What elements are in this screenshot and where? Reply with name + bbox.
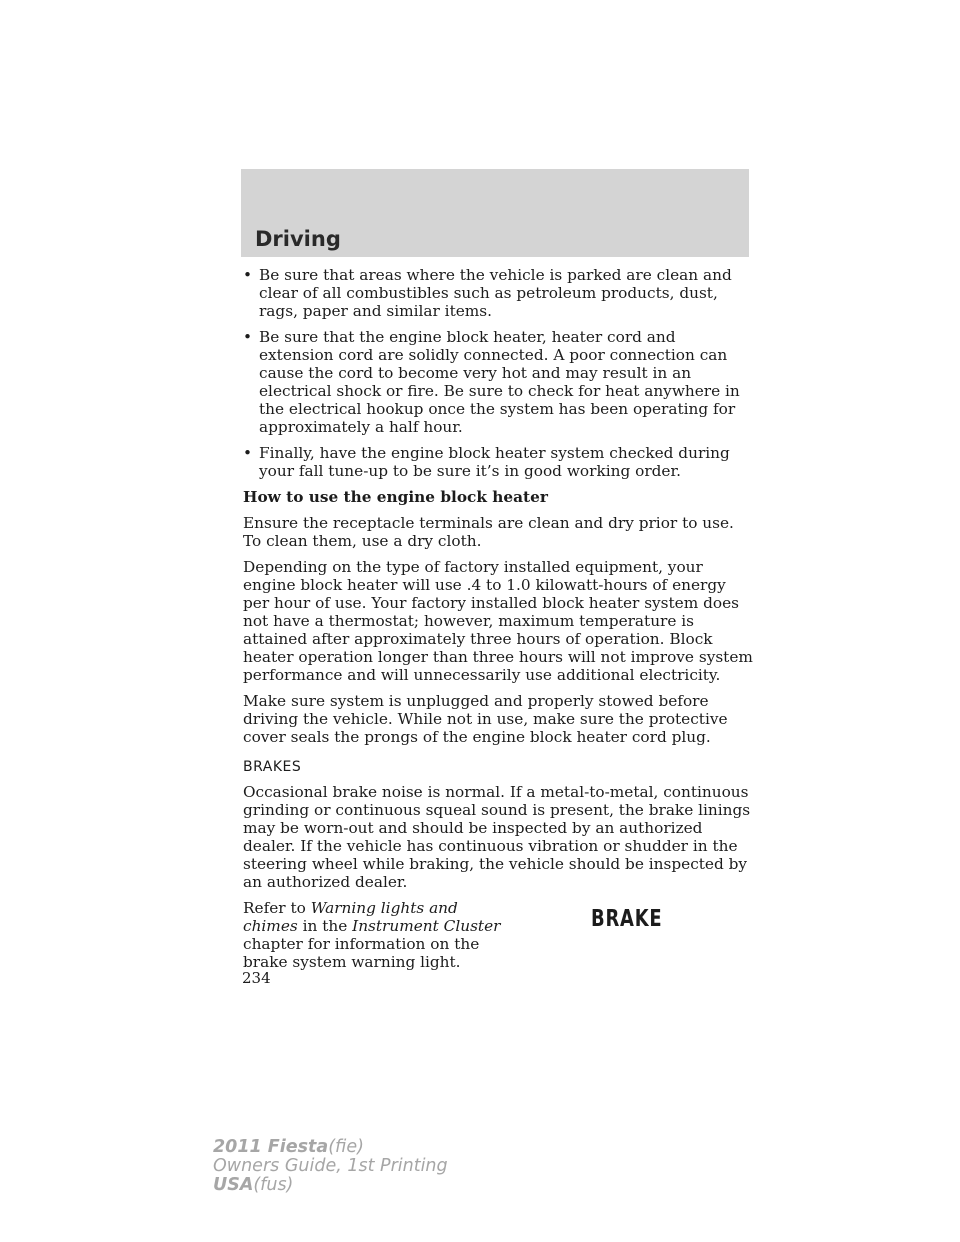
bullet-text: Be sure that areas where the vehicle is parked are clean and clear of all combustibles such as petroleum products, dust, rags, paper and similar items. [259,266,732,320]
paragraph-unplug: Make sure system is unplugged and properly stowed before driving the vehicle. While not in use, make sure the protective cover seals the prongs of the engine block heater cord plug. [243,692,728,746]
warning-lights-link: Warning lights and chimes [243,899,458,935]
brake-warning-reference [243,899,753,971]
list-item [243,266,753,320]
paragraph-receptacle: Ensure the receptacle terminals are clean and dry prior to use. To clean them, use a dry cloth. [243,514,734,550]
bullet-text: Be sure that the engine block heater, heater cord and extension cord are solidly connected. A poor connection can cause the cord to become very hot and may result in an electrical shock or fire. Be sure to check for heat anywhere in the electrical hookup once the system has been operating for approximately a half hour. [259,328,740,436]
footer-line-model: 2011 Fiesta(fie) [213,1137,364,1157]
bullet-text: Finally, have the engine block heater system checked during your fall tune-up to be sure it’s in good working order. [259,444,730,480]
footer-line-market: USA(fus) [213,1175,294,1195]
safety-bullet-list [243,266,753,480]
list-item [243,444,753,480]
bullet-icon: • [243,266,253,284]
brakes-heading: BRAKES [243,759,302,775]
bullet-icon: • [243,328,253,346]
section-header [241,169,749,257]
page-content [243,266,753,971]
brake-warning-icon: BRAKE [591,906,663,932]
print-footer [213,1138,448,1195]
footer-line-guide: Owners Guide, 1st Printing [213,1156,448,1176]
section-title: Driving [255,227,341,251]
refer-text: Refer to Warning lights and chimes in the Instrument Cluster chapter for information on the brake system warning light. [243,899,501,971]
bullet-icon: • [243,444,253,462]
paragraph-energy-use: Depending on the type of factory installed equipment, your engine block heater will use .4 to 1.0 kilowatt-hours of energy per hour of use. Your factory installed block heater system does not have a thermostat; however, maximum temperature is attained after approximately three hours of operation. Block heater operation longer than three hours will not improve system performance and will unnecessarily use additional electricity. [243,558,753,684]
instrument-cluster-link: Instrument Cluster [352,917,501,935]
page-number: 234 [242,969,271,987]
how-to-use-heading: How to use the engine block heater [243,488,548,506]
paragraph-brake-noise: Occasional brake noise is normal. If a metal-to-metal, continuous grinding or continuous squeal sound is present, the brake linings may be worn-out and should be inspected by an authorized dealer. If the vehicle has continuous vibration or shudder in the steering wheel while braking, the vehicle should be inspected by an authorized dealer. [243,783,751,891]
list-item [243,328,753,436]
